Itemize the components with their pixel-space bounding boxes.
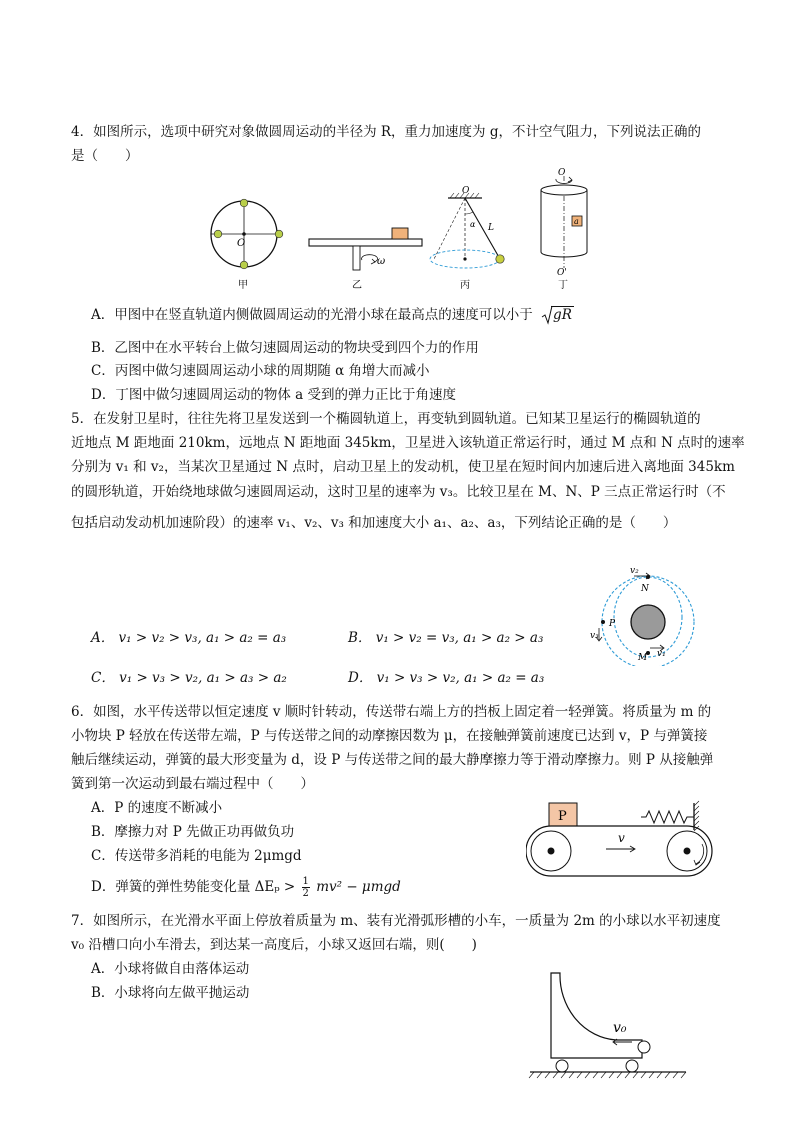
q6-fraction-den: 2: [302, 888, 309, 899]
q7-v0-label: v₀: [613, 1020, 627, 1036]
q6-stem-line1: 6．如图，水平传送带以恒定速度 v 顺时针转动，传送带右端上方的挡板上固定着一轻弹簧。将质量为 m 的: [71, 704, 712, 720]
q4-option-d: D．丁图中做匀速圆周运动的物体 a 受到的弹力正比于角速度: [91, 387, 456, 403]
q4-ding-oprime-label: O': [557, 268, 567, 278]
q5-stem-line3: 分别为 v₁ 和 v₂，当某次卫星通过 N 点时，启动卫星上的发动机，使卫星在短时间内加速后进入离地面 345km: [71, 459, 735, 475]
q5-p-label: P: [609, 619, 616, 629]
q6-block-p-label: P: [558, 809, 567, 824]
q5-option-a: A． v₁ > v₂ > v₃, a₁ > a₂ = a₃: [91, 630, 287, 646]
q5-orbit-figure: [586, 560, 698, 666]
q4-figure-bing: [426, 184, 512, 290]
q6-fraction: [302, 876, 310, 899]
q5-option-b: B． v₁ > v₂ = v₃, a₁ > a₂ > a₃: [348, 630, 544, 646]
q6-stem-line3: 触后继续运动，弹簧的最大形变量为 d，设 P 与传送带之间的最大静摩擦力等于滑动摩擦力。则 P 从接触弹: [71, 752, 714, 768]
q5-stem-line1: 5．在发射卫星时，往往先将卫星发送到一个椭圆轨道上，再变轨到圆轨道。已知某卫星运行的椭圆轨道的: [71, 411, 701, 427]
q4-sqrt-content: gR: [553, 307, 572, 323]
q5-v2-label: v₂: [630, 566, 639, 576]
q6-option-b: B．摩擦力对 P 先做正功再做负功: [91, 824, 295, 840]
q4-option-c: C．丙图中做匀速圆周运动小球的周期随 α 角增大而减小: [91, 363, 430, 379]
q4-bing-o-label: O: [462, 186, 470, 196]
q6-option-c: C．传送带多消耗的电能为 2μmgd: [91, 848, 302, 864]
q4-stem-line1: 4．如图所示，选项中研究对象做圆周运动的半径为 R，重力加速度为 g，不计空气阻力，下列说法正确的: [71, 124, 701, 140]
q4-jia-caption: 甲: [238, 280, 248, 290]
q7-option-b: B．小球将向左做平抛运动: [91, 985, 250, 1001]
q4-bing-caption: 丙: [460, 280, 470, 290]
q5-stem-line2: 近地点 M 距地面 210km，远地点 N 距地面 345km，卫星进入该轨道正常运行时，通过 M 点和 N 点时的速率: [71, 435, 745, 451]
q4-yi-omega-label: ω: [377, 256, 386, 267]
q5-m-label: M: [638, 653, 648, 663]
q4-ding-caption: 丁: [558, 280, 568, 290]
q5-option-d: D． v₁ > v₃ > v₂, a₁ > a₂ = a₃: [348, 670, 545, 686]
q5-option-c: C． v₁ > v₃ > v₂, a₁ > a₃ > a₂: [91, 670, 287, 686]
q4-ding-o-label: O: [558, 168, 566, 178]
q5-v3-label: v₃: [590, 631, 599, 641]
q5-stem-line5: 包括启动发动机加速阶段）的速率 v₁、v₂、v₃ 和加速度大小 a₁、a₂、a₃，下列结论正确的是（ ）: [71, 515, 677, 531]
q7-stem-line2: v₀ 沿槽口向小车滑去，到达某一高度后，小球又返回右端，则( ): [71, 937, 477, 953]
q6-v-label: v: [618, 831, 625, 845]
q4-option-a: [91, 306, 574, 324]
q6-fraction-num: 1: [302, 876, 309, 887]
q4-ding-a-label: a: [574, 217, 579, 226]
q6-stem-line2: 小物块 P 轻放在传送带左端，P 与传送带之间的动摩擦因数为 μ，在接触弹簧前速度已达到 v，P 与弹簧接: [71, 728, 708, 744]
q6-option-a: A．P 的速度不断减小: [91, 800, 223, 816]
q6-option-d-prefix: D．弹簧的弹性势能变化量 ΔEₚ >: [91, 879, 296, 895]
q4-stem-line2: 是（ ）: [71, 148, 139, 164]
q4-jia-o-label: O: [237, 238, 246, 249]
q5-n-label: N: [641, 584, 649, 594]
q5-v1-label: v₁: [657, 649, 666, 659]
q4-option-b: B．乙图中在水平转台上做匀速圆周运动的物块受到四个力的作用: [91, 340, 479, 356]
q7-cart-figure: [526, 970, 692, 1085]
q6-option-d: [91, 876, 401, 899]
q4-figure-yi: [306, 220, 426, 290]
q5-stem-line4: 的圆形轨道，开始绕地球做匀速圆周运动，这时卫星的速率为 v₃。比较卫星在 M、N、P 三点正常运行时（不: [71, 484, 726, 500]
q4-sqrt: [541, 306, 574, 324]
q4-figure-jia: [206, 194, 296, 290]
q4-bing-l-label: L: [488, 223, 494, 233]
q6-conveyor-figure: [526, 800, 718, 882]
q6-option-d-suffix: mv² − μmgd: [316, 879, 401, 895]
q4-yi-caption: 乙: [352, 280, 362, 290]
q7-option-a: A．小球将做自由落体运动: [91, 961, 250, 977]
q4-bing-alpha-label: α: [470, 220, 476, 229]
q6-stem-line4: 簧到第一次运动到最右端过程中（ ）: [71, 776, 314, 792]
q4-figure-ding: [534, 164, 594, 290]
q7-stem-line1: 7．如图所示，在光滑水平面上停放着质量为 m、装有光滑弧形槽的小车，一质量为 2m 的小球以水平初速度: [71, 913, 721, 929]
q4-option-a-text: A．甲图中在竖直轨道内侧做圆周运动的光滑小球在最高点的速度可以小于: [91, 307, 533, 323]
